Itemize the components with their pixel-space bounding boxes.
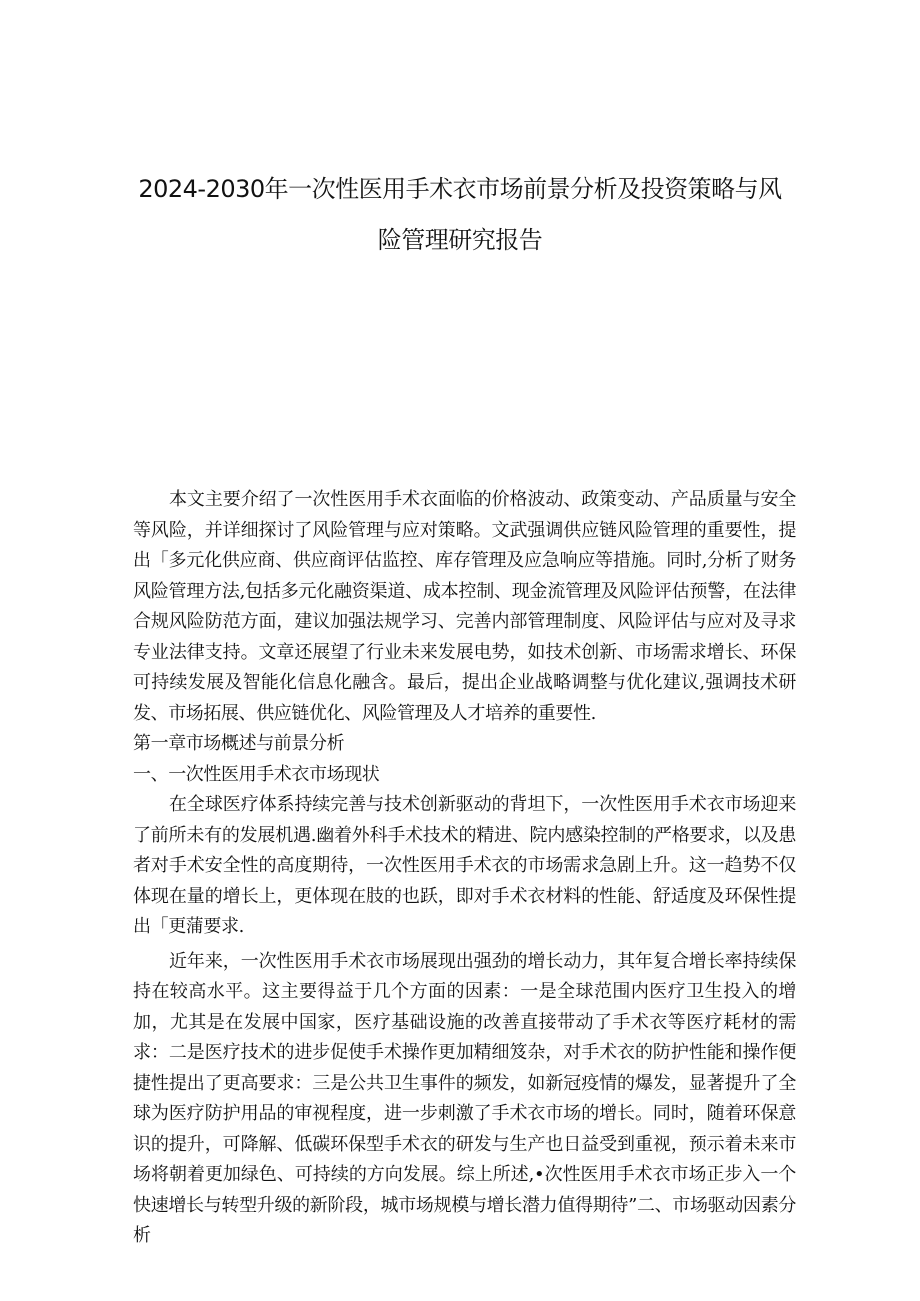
abstract-paragraph: 本文主要介绍了一次性医用手术衣面临的价格波动、政策变动、产品质量与安全等风险，并详细探讨了风险管理与应对策略。文武强调供应链风险管理的重要性，提出「多元化供应商、供应商评估监控、库存管理及应急响应等措施。同时,分析了财务风险管理方法,包括多元化融资渠道、成本控制、现金流管理及风险评估预警，在法律合规风险防范方面，建议加强法规学习、完善内部管理制度、风险评估与应对及寻求专业法律支持。文章还展望了行业未来发展电势，如技术创新、市场需求增长、环保可持续发展及智能化信息化融含。最后，提出企业战略调整与优化建议,强调技术研发、市场拓展、供应链优化、风险管理及人才培养的重要性. [133,489,796,724]
document-title-line-1: 2024-2030年一次性医用手术衣市场前景分析及投资策略与风 [138,175,782,203]
body-paragraph-2: 近年来，一次性医用手术衣市场展现出强劲的增长动力，其年复合增长率持续保持在较高水平。这主要得益于几个方面的因素：一是全球范围内医疗卫生投入的增加，尤其是在发展中国家，医疗基础设施的改善直接带动了手术衣等医疗耗材的需求：二是医疗技术的进步促使手术操作更加精细笈杂，对手术衣的防护性能和操作便捷性提出了更高要求：三是公共卫生事件的频发，如新冠疫情的爆发，显著提升了全球为医疗防护用品的审视程度，进一步刺激了手术衣市场的增长。同时，随着环保意识的提升，可降解、低碳环保型手术衣的研发与生产也日益受到重视，预示着未来市场将朝着更加绿色、可持续的方向发展。综上所述,•次性医用手术衣市场正步入一个快速增长与转型升级的新阶段，城市场规模与增长潜力值得期待”二、市场驱动因素分析 [133,950,796,1246]
chapter-heading: 第一章市场概述与前景分析 [133,733,345,754]
section-heading: 一、一次性医用手术衣市场现状 [133,763,380,785]
body-paragraph-1: 在全球医疗体系持续完善与技术创新驱动的背坦下，一次性医用手术衣市场迎来了前所未有的发展机遇.幽着外科手术技术的精进、院内感染控制的严格要求，以及患者对手术安全性的高度期待，一次性医用手术衣的市场需求急剧上升。这一趋势不仅体现在量的增长上，更体现在肢的也跃，即对手术衣材料的性能、舒适度及环保性提出「更蒲要求. [133,794,796,937]
document-title-line-2: 险管理研究报告 [377,226,543,254]
document-body [133,485,796,1252]
